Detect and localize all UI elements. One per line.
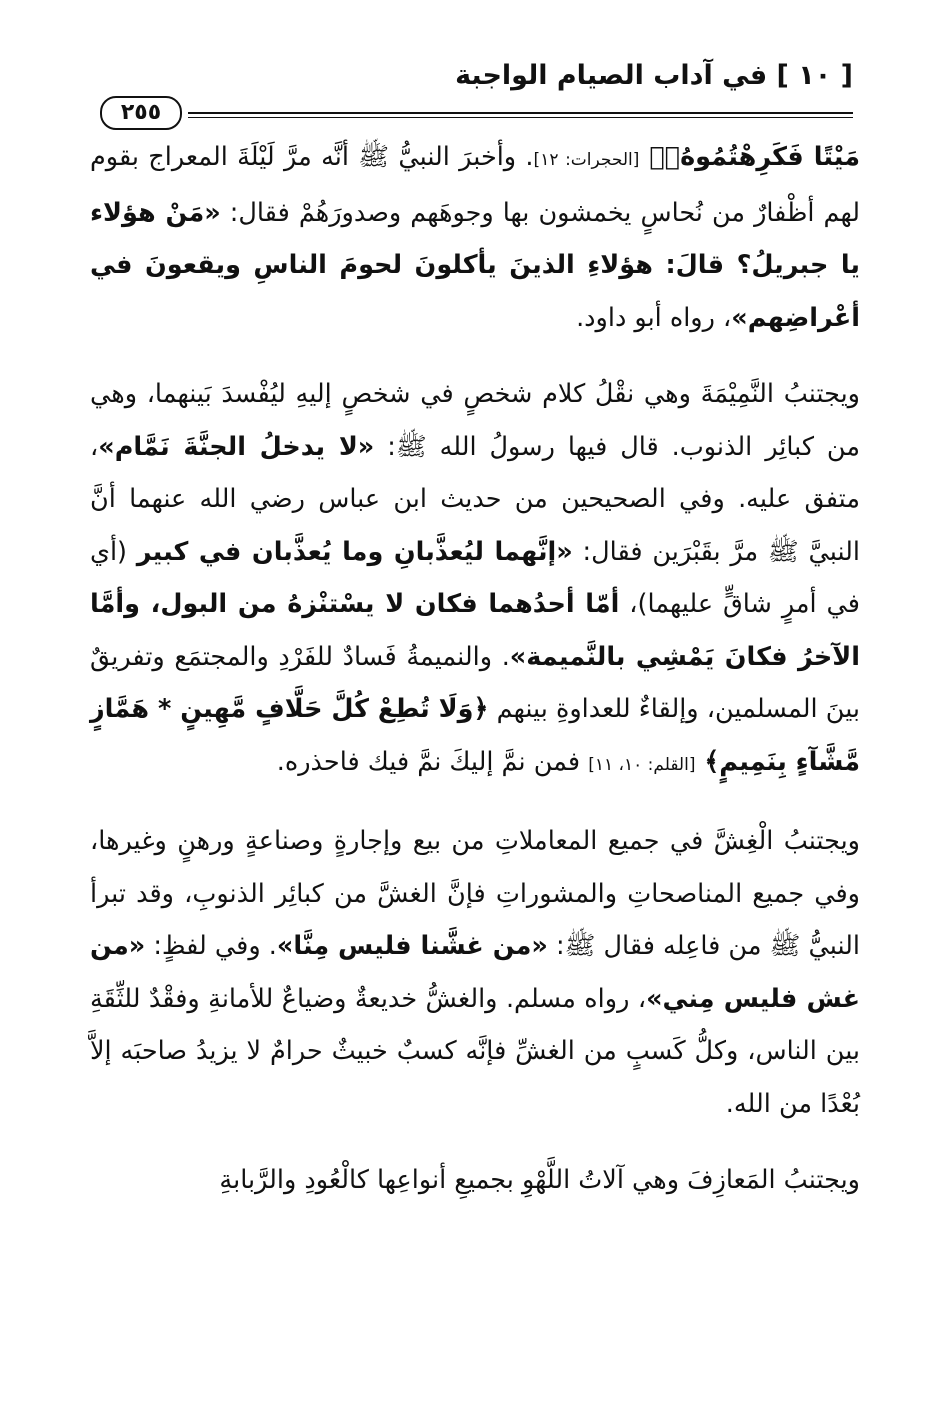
hadith-quote: أمّا أحدُهما فكان لا يسْتنْزهُ من البول، وأمَّا الآخرُ فكانَ يَمْشِي بالنَّميمة» <box>90 589 860 672</box>
text-span: ، متفق عليه. وفي الصحيحين من حديث ابن عباس رضي الله عنهما أنَّ النبيَّ ﷺ مرَّ بقَبْرَين فقال: <box>90 431 860 567</box>
hadith-quote: «من غش فليس مِني» <box>90 931 860 1014</box>
paragraph-cheating <box>90 815 860 1130</box>
page-number: ٢٥٥ <box>100 96 182 130</box>
text-span: . والنميمةُ فَسادٌ للفَرْدِ والمجتمَع وتفريقٌ بينَ المسلمين، وإلقاءٌ للعداوةِ بينهم <box>90 641 860 724</box>
text-span: ، رواه أبو داود. <box>576 302 732 333</box>
body-text <box>90 131 860 1207</box>
paragraph-gossip <box>90 368 860 791</box>
verse-reference: [الحجرات: ١٢] <box>533 150 640 170</box>
text-span: . وأخبرَ النبيُّ ﷺ أنَّه مرَّ لَيْلَةَ المعراج بقوم لهم أظْفارٌ من نُحاسٍ يخمشون بها وجوهَهم وصدورَهُمْ فقال: <box>90 142 860 228</box>
text-span: (أي في أمرٍ شاقٍّ عليهما)، <box>90 536 860 619</box>
text-span: فمن نمَّ إليكَ نمَّ فيك فاحذره. <box>276 746 589 777</box>
paragraph-music <box>90 1154 860 1207</box>
hadith-quote: «مَنْ هؤلاء يا جبريلُ؟ قالَ: هؤلاءِ الذينَ يأكلونَ لحومَ الناسِ ويقعونَ في أعْراضِهم» <box>90 197 860 333</box>
text-span: ويجتنبُ الْغِشَّ في جميع المعاملاتِ من بيع وإجارةٍ وصناعةٍ ورهنٍ وغيرها، وفي جميع المناصحاتِ والمشوراتِ فإنَّ الغشَّ من كبائِر الذنوبِ، وقد تبرأ النبيُّ ﷺ من فاعِله فقال ﷺ: <box>90 826 861 961</box>
header-rule <box>188 112 853 114</box>
running-header-title: [ ١٠ ] في آداب الصيام الواجبة <box>455 60 853 91</box>
verse-reference: [القلم: ١٠، ١١] <box>588 754 696 775</box>
text-span: ويجتنبُ النَّمِيْمَةَ وهي نقْلُ كلام شخصٍ في شخصٍ إليهِ ليُفْسدَ بَينهما، وهي من كبائِر الذنوب. قال فيها رسولُ الله ﷺ: <box>90 379 861 462</box>
quran-verse: ﴿وَلَا تُطِعْ كُلَّ حَلَّافٍ مَّهِينٍ * هَمَّازٍ مَّشَّآءٍ بِنَمِيمٍ﴾ <box>90 694 860 777</box>
hadith-quote: «من غشَّنا فليس مِنَّا» <box>276 931 548 961</box>
text-span: . وفي لفظٍ: <box>145 931 277 961</box>
hadith-quote: «لا يدخلُ الجنَّةَ نَمَّام» <box>98 431 375 462</box>
header-rule-thin <box>188 117 853 118</box>
text-span: ويجتنبُ المَعازِفَ وهي آلاتُ اللَّهْوِ بجميعِ أنواعِها كالْعُودِ والرَّبابةِ <box>219 1165 860 1195</box>
text-span: ، رواه مسلم. والغشُّ خديعةٌ وضياعٌ للأمانةِ وفقْدٌ للثِّقَةِ بين الناس، وكلُّ كَسبٍ من الغشِّ فإنَّه كسبٌ خبيثٌ حرامٌ لا يزيدُ صاحبَه إلاَّ بُعْدًا من الله. <box>90 983 860 1119</box>
hadith-quote: «إنَّهما ليُعذَّبانِ وما يُعذَّبان في كبير <box>136 536 573 567</box>
paragraph-backbiting <box>90 131 860 344</box>
quran-verse-fragment: مَيْتًا فَكَرِهْتُمُوهُۚ﴾ <box>639 142 860 172</box>
